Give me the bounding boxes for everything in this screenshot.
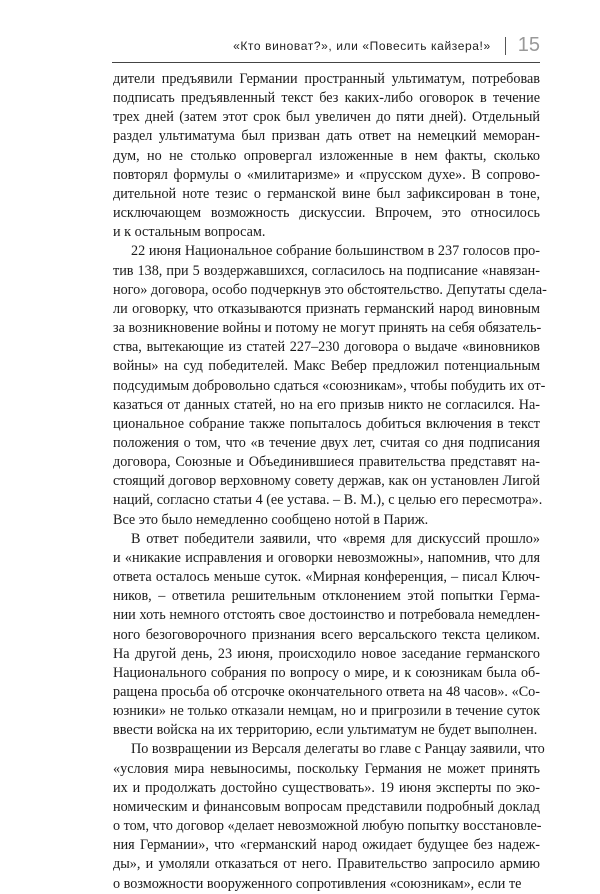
text-line: дители предъявили Германии пространный ультиматум, потребовав: [113, 71, 540, 87]
text-line: ного безоговорочного признания всего версальского текста целиком.: [113, 626, 540, 643]
text-line: исключающем возможность дискуссии. Впрочем, это относилось: [113, 205, 540, 222]
text-line: ды», и умоляли отказаться от него. Правительство запросило армию: [113, 856, 540, 873]
running-title: «Кто виноват?», или «Повесить кайзера!»: [233, 38, 491, 53]
text-line: ответа осталось меньше суток. «Мирная конференция, – писал Ключ-: [113, 569, 540, 586]
text-line: На другой день, 23 июня, происходило новое заседание германского: [113, 645, 540, 662]
text-line: договора, Союзные и Объединившиеся правительства представят на-: [113, 454, 540, 471]
running-head: [112, 34, 540, 57]
text-line: ращена просьба об отсрочке окончательного ответа на 48 часов». «Со-: [113, 684, 540, 700]
text-line: ников, – ответила решительным отклонением этой попытки Герма-: [113, 588, 540, 605]
text-line: нии хоть немного отстоять свое достоинство и потребовала немедлен-: [113, 607, 540, 624]
text-line: о том, что договор «делает невозможной любую попытку восстановле-: [113, 818, 542, 835]
text-line: и «никакие исправления и оговорки невозможны», напомнив, что для: [113, 549, 540, 566]
text-line: ного» договора, особо подчеркнув это обстоятельство. Депутаты сдела-: [113, 281, 547, 298]
text-line: По возвращении из Версаля делегаты во главе с Ранцау заявили, что: [131, 741, 545, 758]
text-line: войны» на суд победителей. Макс Вебер предложил потенциальным: [113, 358, 540, 375]
header-rule: [112, 62, 540, 63]
text-line: их и продолжать достойно существовать». 19 июня эксперты по эко-: [113, 779, 540, 796]
paragraph: [113, 242, 547, 529]
text-line: казаться от данных статей, но на его призыв никто не согласился. На-: [113, 396, 540, 413]
paragraph: [113, 530, 540, 741]
text-line: повторял формулы о «милитаризме» и «прусском духе». В сопрово-: [113, 166, 540, 183]
text-line: «условия мира невыносимы, поскольку Германия не может принять: [113, 760, 540, 777]
header-separator: [505, 37, 506, 55]
text-line: ли оговорку, что отказываются признать германский народ виновным: [113, 300, 540, 317]
page-number: 15: [517, 34, 540, 56]
text-line: циональное собрание также попыталось добиться включения в текст: [113, 415, 540, 432]
text-line: ства, вытекающие из статей 227–230 договора о выдаче «виновников: [113, 339, 540, 356]
text-line: дум, но не столько опровергал изложенные в нем факты, сколько: [113, 147, 540, 164]
text-line: подписать предъявленный текст без каких-либо оговорок в течение: [113, 90, 540, 107]
text-line: раздел ультиматума был призван дать ответ на немецкий меморан-: [113, 128, 540, 145]
paragraph: [113, 70, 540, 242]
text-line: Национального собрания по вопросу о мире, и к союзникам была об-: [113, 664, 540, 681]
text-line: В ответ победители заявили, что «время для дискуссий прошло»: [131, 530, 540, 547]
text-line: и к остальным вопросам.: [113, 224, 266, 241]
text-line: ввести войска на их территорию, если ультиматум не будет выполнен.: [113, 722, 538, 739]
text-line: тив 138, при 5 воздержавшихся, согласилось на подписание «навязан-: [113, 262, 540, 279]
text-line: номическим и финансовым вопросам представили подробный доклад: [113, 798, 540, 815]
text-line: юзники» не только отказали немцам, но и пригрозили в течение суток: [113, 703, 540, 720]
text-line: положения о том, что «в течение двух лет, считая со дня подписания: [113, 434, 540, 451]
body-text: [113, 70, 547, 894]
text-line: наций, согласно статьи 4 (ее устава. – В. М.), с целью его пересмотра».: [113, 492, 543, 509]
text-line: за возникновение войны и потому не могут принять на себя обязатель-: [113, 320, 542, 337]
text-line: дительной ноте тезис о германской вине был зафиксирован в тоне,: [113, 185, 540, 202]
paragraph: [113, 740, 545, 893]
text-line: о возможности вооруженного сопротивления «союзникам», если те: [113, 875, 522, 892]
text-line: Все это было немедленно сообщено нотой в Париж.: [113, 511, 429, 528]
text-line: стоящий договор верховному совету держав, как он установлен Лигой: [113, 473, 540, 490]
text-line: ния Германии», что «германский народ ожидает будущее без надеж-: [113, 837, 540, 854]
text-line: 22 июня Национальное собрание большинством в 237 голосов про-: [131, 243, 540, 260]
text-line: трех дней (затем этот срок был увеличен до пяти дней). Отдельный: [113, 109, 540, 126]
text-line: подсудимым добровольно сдаться «союзникам», чтобы побудить их от-: [113, 377, 546, 394]
